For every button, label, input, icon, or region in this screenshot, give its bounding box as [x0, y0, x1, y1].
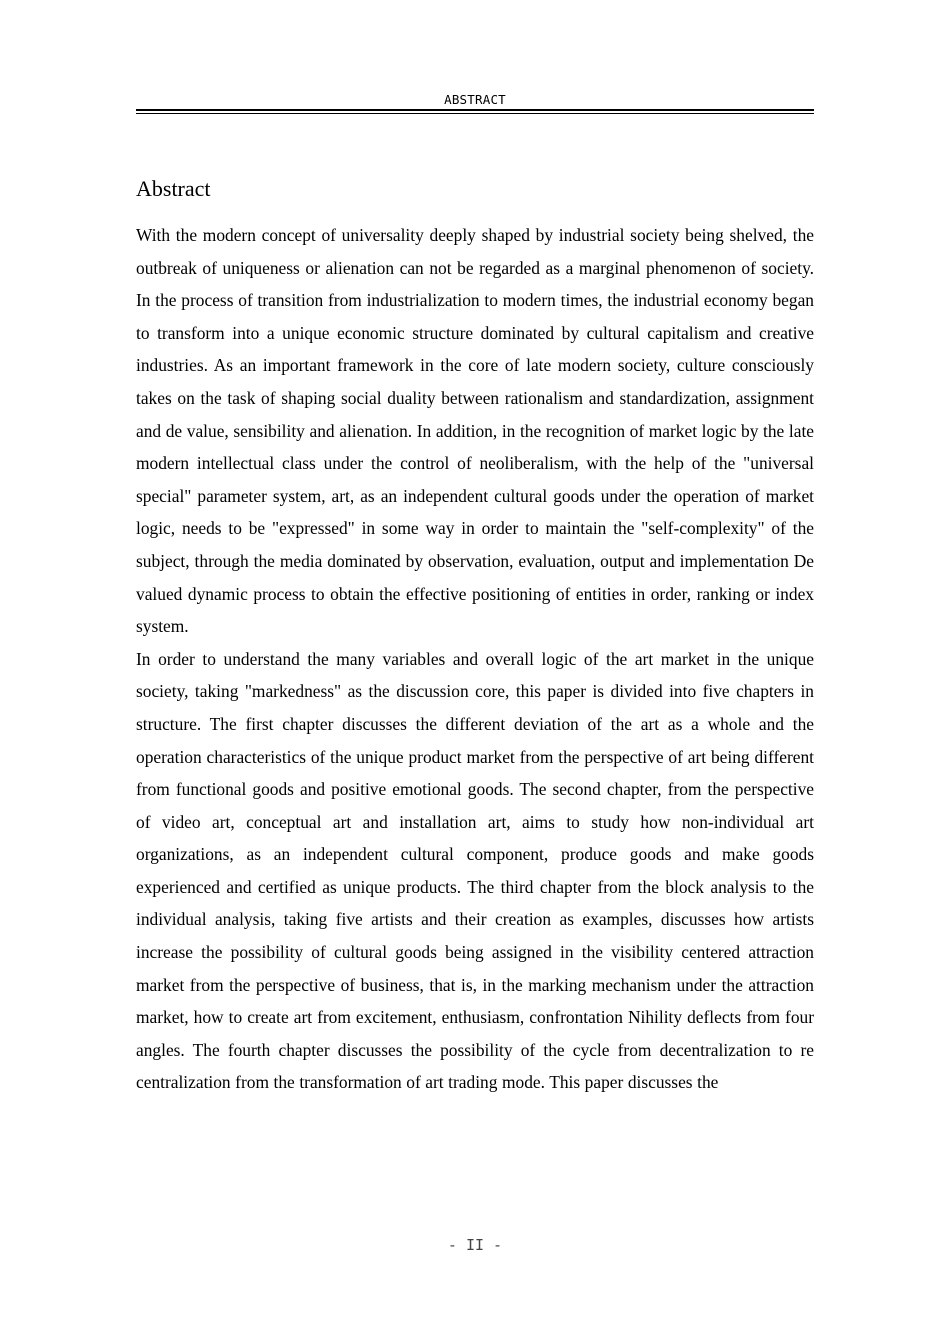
- abstract-paragraph-2: In order to understand the many variables and overall logic of the art market in the unique society, taking "markedness" as the discussion core, this paper is divided into five chapters in structure. The first chapter discusses the different deviation of the art as a whole and the operation characteristics of the unique product market from the perspective of art being different from functional goods and positive emotional goods. The second chapter, from the perspective of video art, conceptual art and installation art, aims to study how non-individual art organizations, as an independent cultural component, produce goods and make goods experienced and certified as unique products. The third chapter from the block analysis to the individual analysis, taking five artists and their creation as examples, discusses how artists increase the possibility of cultural goods being assigned in the visibility centered attraction market from the perspective of business, that is, in the marking mechanism under the attraction market, how to create art from excitement, enthusiasm, confrontation Nihility deflects from four angles. The fourth chapter discusses the possibility of the cycle from decentralization to re centralization from the transformation of art trading mode. This paper discusses the: [136, 648, 814, 1093]
- abstract-paragraph-1: With the modern concept of universality deeply shaped by industrial society being shelved, the outbreak of uniqueness or alienation can not be regarded as a marginal phenomenon of society. In the process of transition from industrialization to modern times, the industrial economy began to transform into a unique economic structure dominated by cultural capitalism and creative industries. As an important framework in the core of late modern society, culture consciously takes on the task of shaping social duality between rationalism and standardization, assignment and de value, sensibility and alienation. In addition, in the recognition of market logic by the late modern intellectual class under the control of neoliberalism, with the help of the "universal special" parameter system, art, as an independent cultural goods under the operation of market logic, needs to be "expressed" in some way in order to maintain the "self-complexity" of the subject, through the media dominated by observation, evaluation, output and implementation De valued dynamic process to obtain the effective positioning of entities in order, ranking or index system.: [136, 225, 814, 637]
- section-title: Abstract: [136, 176, 211, 201]
- header-rule-thick: [136, 109, 814, 111]
- header-rule-thin: [136, 113, 814, 114]
- abstract-body: [136, 219, 814, 1099]
- running-header: ABSTRACT: [444, 92, 506, 107]
- page-number: - II -: [447, 1236, 503, 1254]
